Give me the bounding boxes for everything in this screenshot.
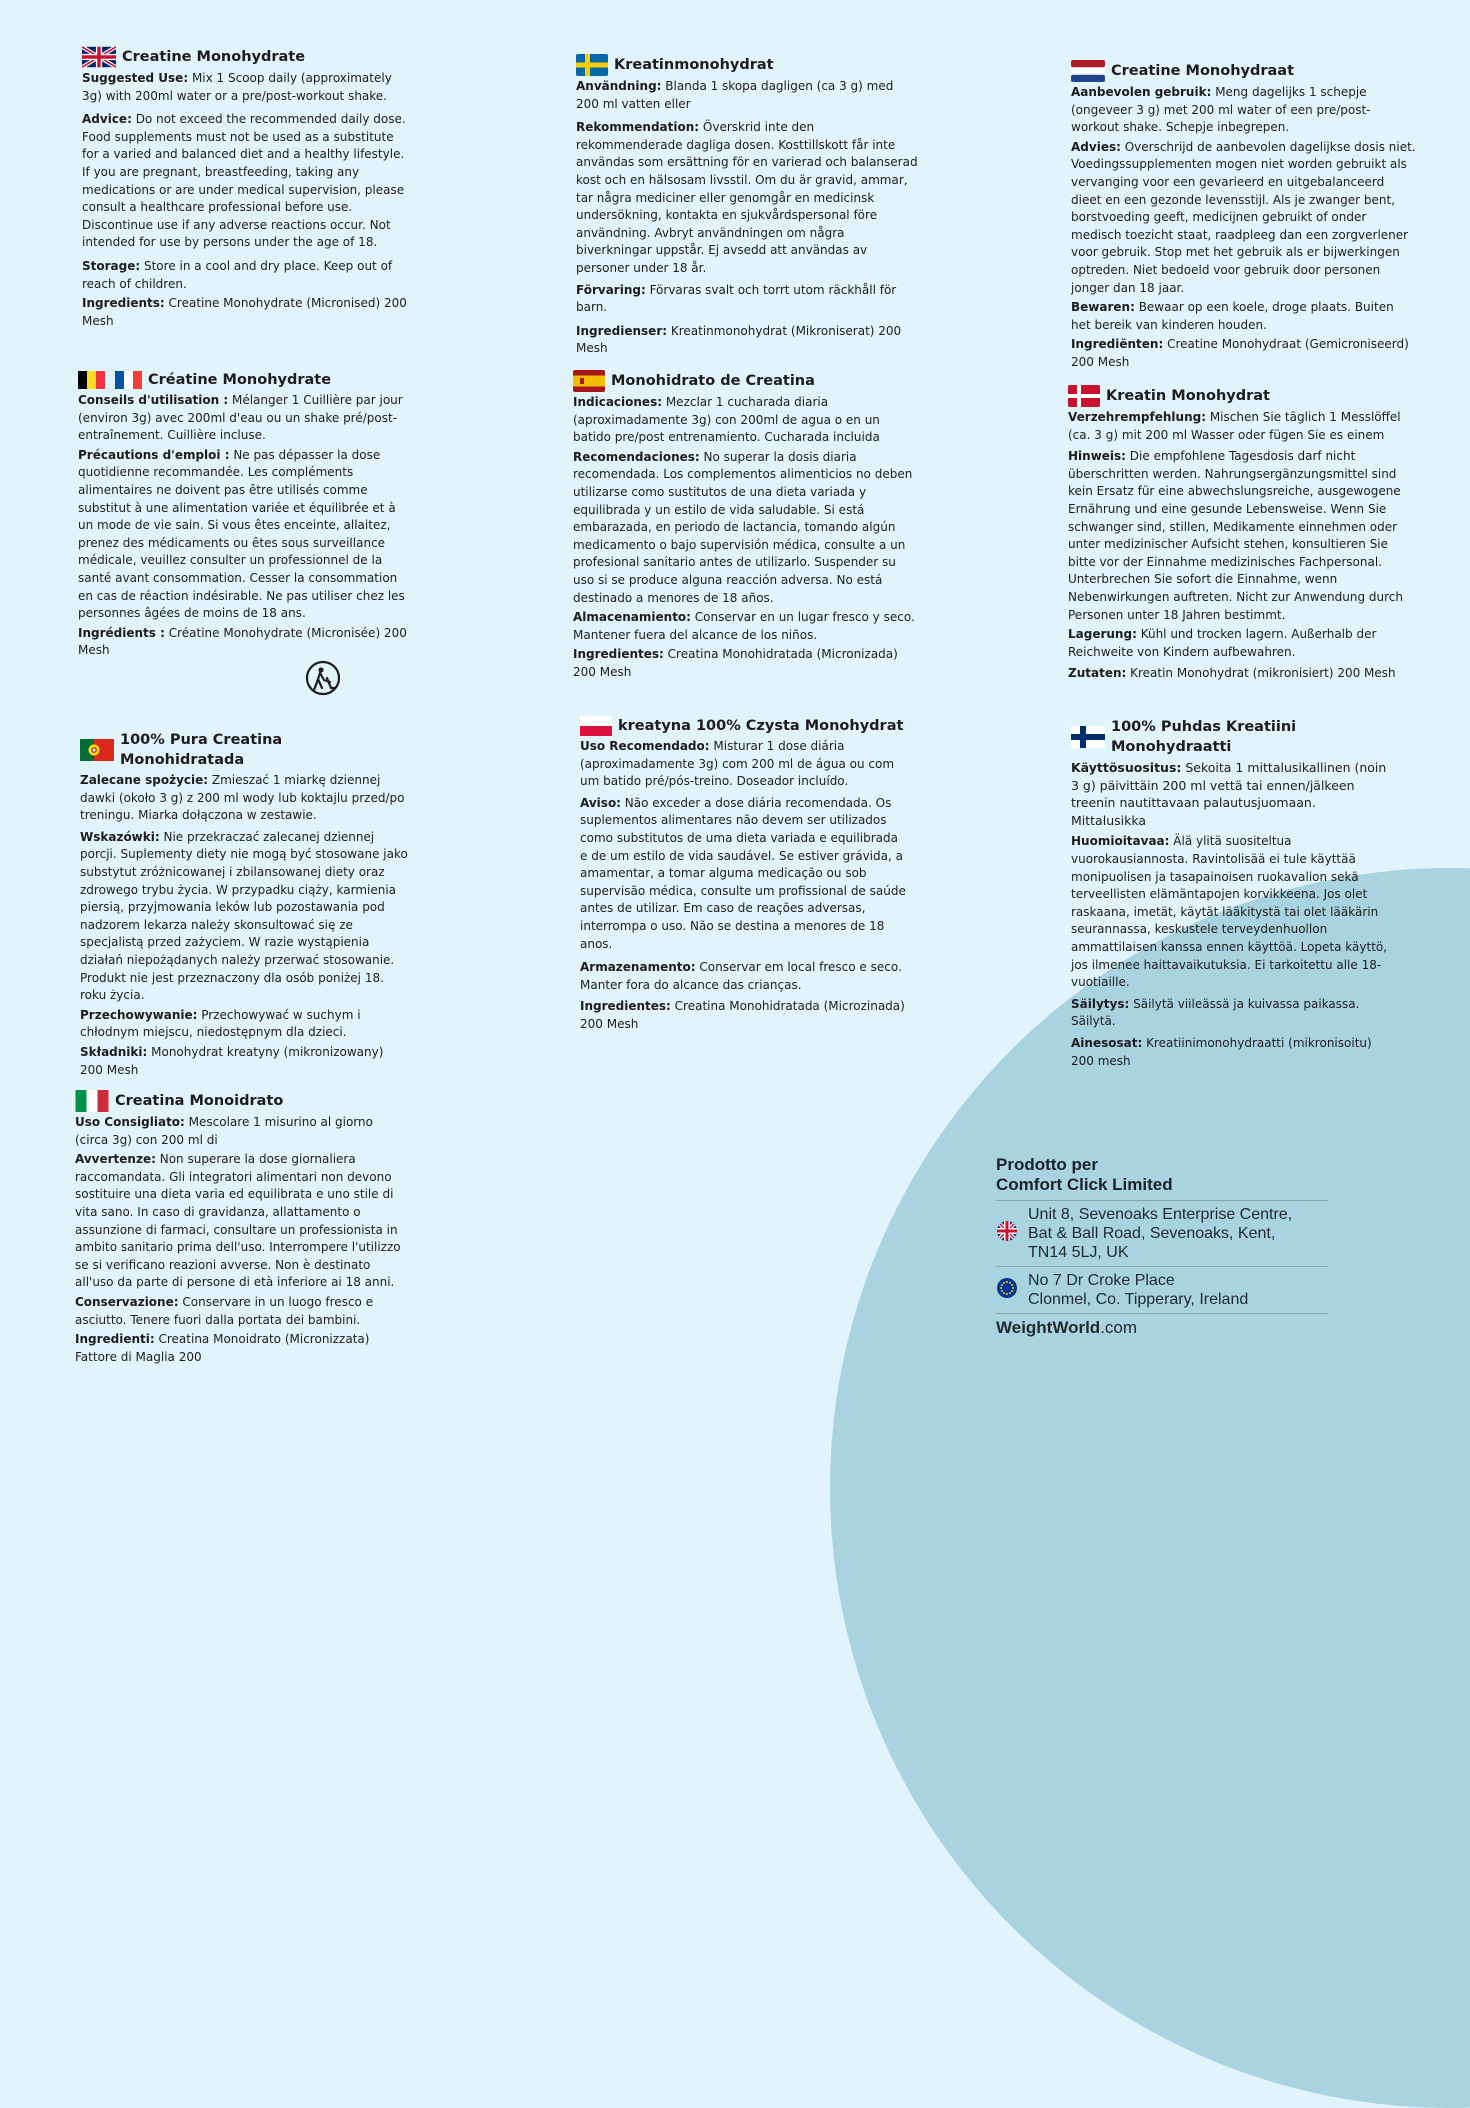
paragraph: Ingrediënten: Creatine Monohydraat (Gemicroniseerd) 200 Mesh [1071, 337, 1409, 369]
portugal-flag-icon [80, 739, 114, 761]
section-title: 100% Pura Creatina Monohidratada [120, 732, 283, 768]
paragraph: Rekommendation: Överskrid inte den rekommenderade dagliga dosen. Kosttillskott får inte användas som ersättning för en varierad och balanserad kost och en hälsosam livsstil. Om du är gravid, ammar, tar några mediciner eller genomgår en medicinsk undersökning, kontakta en sjukvårdspersonal före användning. Avbryt användningen om några biverkningar uppstår. Ej avsedd att användas av personer under 18 år. [576, 120, 918, 275]
manufacturer-contact [996, 1155, 1328, 1340]
brand-logo: WeightWorld.com [996, 1318, 1138, 1337]
paragraph: Advice: Do not exceed the recommended daily dose. Food supplements must not be used as a substitute for a varied and balanced diet and a healthy lifestyle. If you are pregnant, breastfeeding, taking any medications or are under medical supervision, please consult a healthcare professional before use. Discontinue use if any adverse reactions occur. Not intended for use by persons under the age of 18. [82, 112, 406, 250]
denmark-flag-icon [1068, 385, 1100, 407]
section-nl [1071, 60, 1416, 374]
paragraph: Almacenamiento: Conservar en un lugar fresco y seco. Mantener fuera del alcance de los niños. [573, 610, 915, 642]
paragraph: Ingrédients : Créatine Monohydrate (Micronisée) 200 Mesh [78, 625, 407, 658]
section-title: Creatine Monohydrate [122, 49, 306, 65]
finland-flag-icon [1071, 726, 1105, 748]
uk-address: Unit 8, Sevenoaks Enterprise Centre, Bat & Ball Road, Sevenoaks, Kent, TN14 5LJ, UK [996, 1201, 1328, 1267]
poland-flag-icon [580, 716, 612, 736]
recycle-person-icon [305, 660, 341, 700]
paragraph: Hinweis: Die empfohlene Tagesdosis darf nicht überschritten werden. Nahrungsergänzungsmittel sind kein Ersatz für eine abwechslungsreiche, ausgewogene Ernährung und eine gesunde Lebensweise. Wenn Sie schwanger sind, stillen, Medikamente einnehmen oder unter medizinischer Aufsicht stehen, konsultieren Sie bitte vor der Einnahme medizinisches Fachpersonal. Unterbrechen Sie sofort die Einnahme, wenn Nebenwirkungen auftreten. Nicht zur Anwendung durch Personen unter 18 Jahren bestimmt. [1068, 449, 1403, 622]
paragraph: Suggested Use: Mix 1 Scoop daily (approximately 3g) with 200ml water or a pre/post-workout shake. [82, 71, 392, 103]
paragraph: Lagerung: Kühl und trocken lagern. Außerhalb der Reichweite von Kindern aufbewahren. [1068, 627, 1377, 659]
paragraph: Användning: Blanda 1 skopa dagligen (ca 3 g) med 200 ml vatten eller [576, 79, 894, 111]
section-title: Créatine Monohydrate [148, 372, 332, 388]
paragraph: Ingredients: Creatine Monohydrate (Micronised) 200 Mesh [82, 296, 407, 328]
paragraph: Säilytys: Säilytä viileässä ja kuivassa paikassa. Säilytä. [1071, 996, 1360, 1029]
paragraph: Conseils d'utilisation : Mélanger 1 Cuillière par jour (environ 3g) avec 200ml d'eau ou un shake pré/post-entraînement. Cuillière incluse. [78, 393, 403, 443]
section-title: Monohidrato de Creatina [611, 373, 815, 389]
section-fi [1071, 717, 1391, 1072]
paragraph: Précautions d'emploi : Ne pas dépasser la dose quotidienne recommandée. Les compléments alimentaires ne doivent pas être utilisés comme substitut à une alimentation variée et équilibrée et à un mode de vie sain. Si vous êtes enceinte, allaitez, prenez des médicaments ou êtes sous surveillance médicale, veuillez consulter un professionnel de la santé avant consommation. Cesser la consommation en cas de réaction indésirable. Ne pas utiliser chez les personnes âgées de moins de 18 ans. [78, 447, 405, 621]
ie-address: No 7 Dr Croke Place Clonmel, Co. Tipperary, Ireland [996, 1267, 1328, 1314]
italy-flag-icon [75, 1090, 109, 1112]
paragraph: Indicaciones: Mezclar 1 cucharada diaria (aproximadamente 3g) con 200ml de agua o en un batido pre/post entrenamiento. Cucharada incluida [573, 395, 880, 445]
section-pt [580, 716, 908, 1036]
section-title: Creatina Monoidrato [115, 1093, 284, 1109]
paragraph: Storage: Store in a cool and dry place. Keep out of reach of children. [82, 258, 393, 291]
section-title: Creatine Monohydraat [1111, 63, 1294, 79]
section-title: Kreatin Monohydrat [1106, 388, 1270, 404]
paragraph: Składniki: Monohydrat kreatyny (mikronizowany) 200 Mesh [80, 1044, 384, 1077]
paragraph: Armazenamento: Conservar em local fresco e seco. Manter fora do alcance das crianças. [580, 960, 902, 992]
paragraph: Zutaten: Kreatin Monohydrat (mikronisiert) 200 Mesh [1068, 666, 1396, 681]
paragraph: Conservazione: Conservare in un luogo fresco e asciutto. Tenere fuori dalla portata dei bambini. [75, 1294, 374, 1327]
eu-flag-icon [996, 1277, 1018, 1304]
spain-flag-icon [573, 370, 605, 392]
paragraph: Ingredientes: Creatina Monohidratada (Microzinada) 200 Mesh [580, 999, 905, 1031]
paragraph: Ingredienser: Kreatinmonohydrat (Mikroniserat) 200 Mesh [576, 323, 902, 356]
paragraph: Huomioitavaa: Älä ylitä suositeltua vuorokausiannosta. Ravintolisää ei tule käyttää monipuolisen ja tasapainoisen ruokavalion sekä terveellisten elämäntapojen korvikkeena. Jos olet raskaana, imetät, käytät lääkitystä tai olet lääkärin seurannassa, keskustele terveydenhuollon ammattilaisen kanssa ennen käyttöä. Lopeta käyttö, jos ilmenee haittavaikutuksia. Ei tarkoitettu alle 18-vuotiaille. [1071, 834, 1388, 990]
section-fr [78, 370, 411, 662]
section-de [1068, 385, 1404, 685]
paragraph: Verzehrempfehlung: Mischen Sie täglich 1 Messlöffel (ca. 3 g) mit 200 ml Wasser oder fügen Sie es einem [1068, 410, 1401, 442]
paragraph: Ingredienti: Creatina Monoidrato (Micronizzata) Fattore di Maglia 200 [75, 1332, 370, 1364]
paragraph: Przechowywanie: Przechowywać w suchym i chłodnym miejscu, niedostępnym dla dzieci. [80, 1007, 361, 1040]
section-title: kreatyna 100% Czysta Monohydrat [618, 718, 904, 734]
uk-flag-icon [82, 46, 116, 68]
section-en [82, 46, 412, 332]
sweden-flag-icon [576, 54, 608, 76]
section-se [576, 54, 918, 360]
section-it [75, 1090, 407, 1368]
section-es [573, 370, 918, 684]
paragraph: Wskazówki: Nie przekraczać zalecanej dziennej porcji. Suplementy diety nie mogą być stosowane jako substytut zróżnicowanej i zbilansowanej diety oraz zdrowego trybu życia. W przypadku ciąży, karmienia piersią, przyjmowania leków lub pozostawania pod nadzorem lekarza należy skonsultować się ze specjalistą przed zażyciem. W razie wystąpienia działań niepożądanych należy przerwać stosowanie. Produkt nie jest przeznaczony dla osób poniżej 18. roku życia. [80, 829, 408, 1003]
paragraph: Zalecane spożycie: Zmieszać 1 miarkę dziennej dawki (około 3 g) z 200 ml wody lub koktajlu przed/po treningu. Miarka dołączona w zestawie. [80, 773, 405, 823]
paragraph: Aanbevolen gebruik: Meng dagelijks 1 schepje (ongeveer 3 g) met 200 ml water of een pre/post-workout shake. Schepje inbegrepen. [1071, 85, 1371, 135]
paragraph: Ainesosat: Kreatiinimonohydraatti (mikronisoitu) 200 mesh [1071, 1035, 1372, 1068]
paragraph: Uso Consigliato: Mescolare 1 misurino al giorno (circa 3g) con 200 ml di [75, 1115, 373, 1147]
section-title: 100% Puhdas Kreatiini Monohydraatti [1111, 719, 1297, 755]
paragraph: Uso Recomendado: Misturar 1 dose diária (aproximadamente 3g) com 200 ml de água ou com um batido pré/pós-treino. Doseador incluído. [580, 739, 895, 789]
uk-flag-icon [996, 1220, 1018, 1247]
paragraph: Aviso: Não exceder a dose diária recomendada. Os suplementos alimentares não devem ser utilizados como substitutos de uma dieta variada e equilibrada e de um estilo de vida saudável. Se estiver grávida, a amamentar, a tomar alguma medicação ou sob supervisão médica, consulte um profissional de saúde antes de utilizar. Em caso de reações adversas, interrompa o uso. Não se destina a menores de 18 anos. [580, 795, 906, 951]
netherlands-flag-icon [1071, 60, 1105, 82]
paragraph: Ingredientes: Creatina Monohidratada (Micronizada) 200 Mesh [573, 647, 898, 679]
paragraph: Förvaring: Förvaras svalt och torrt utom räckhåll för barn. [576, 282, 897, 315]
paragraph: Käyttösuositus: Sekoita 1 mittalusikallinen (noin 3 g) päivittäin 200 ml vettä tai ennen/jälkeen treenin nautittavaan palautusjuomaan. Mittalusikka [1071, 760, 1387, 828]
paragraph: Recomendaciones: No superar la dosis diaria recomendada. Los complementos alimenticios no deben utilizarse como sustitutos de una dieta variada y equilibrada y un estilo de vida saludable. Si está embarazada, en periodo de lactancia, tomando algún medicamento o bajo supervisión médica, consulte a un profesional sanitario antes de utilizarlo. Suspender su uso si se produce alguna reacción adversa. No está destinado a menores de 18 años. [573, 449, 913, 605]
contact-title: Prodotto per Comfort Click Limited [996, 1155, 1328, 1201]
paragraph: Advies: Overschrijd de aanbevolen dagelijkse dosis niet. Voedingssupplementen mogen niet worden gebruikt als vervanging voor een gevarieerd en uitgebalanceerd dieet en een gezonde levensstijl. Als je zwanger bent, borstvoeding geeft, medicijnen gebruikt of onder medisch toezicht staat, raadpleeg dan een zorgverlener voor gebruik. Stop met het gebruik als er bijwerkingen optreden. Niet bedoeld voor gebruik door personen jonger dan 18 jaar. [1071, 139, 1416, 295]
paragraph: Bewaren: Bewaar op een koele, droge plaats. Buiten het bereik van kinderen houden. [1071, 300, 1394, 332]
paragraph: Avvertenze: Non superare la dose giornaliera raccomandata. Gli integratori alimentari non devono sostituire una dieta varia ed equilibrata e uno stile di vita sano. In caso di gravidanza, allattamento o assunzione di farmaci, consultare un professionista in ambito sanitario prima dell'uso. Interrompere l'utilizzo se si verificano reazioni avverse. Non è destinato all'uso da parte di persone di età inferiore ai 18 anni. [75, 1152, 401, 1290]
belgium-france-flags-icon [78, 371, 142, 389]
section-pl [80, 730, 410, 1081]
section-title: Kreatinmonohydrat [614, 57, 774, 73]
